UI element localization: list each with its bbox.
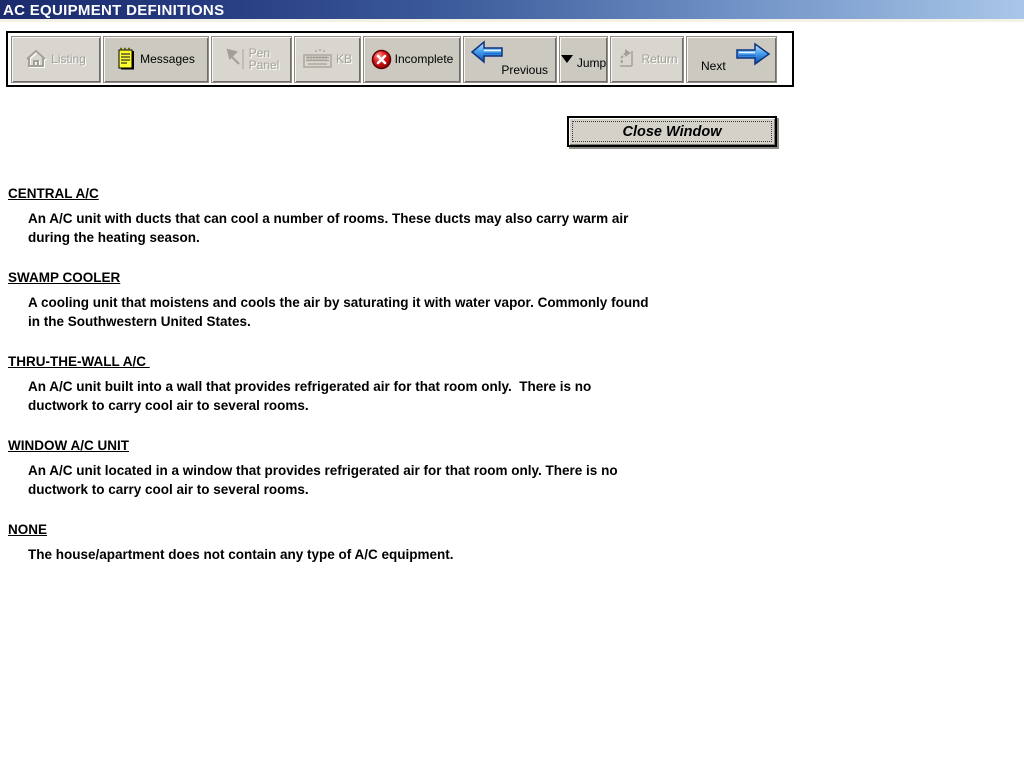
pen-arrow-icon xyxy=(224,46,246,72)
definitions-list xyxy=(8,186,828,587)
arrow-left-icon xyxy=(470,40,504,64)
jump-button-label: Jump xyxy=(576,56,607,70)
definition-line: An A/C unit with ducts that can cool a number of rooms. These ducts may also carry warm air xyxy=(28,211,629,226)
page-title: AC EQUIPMENT DEFINITIONS xyxy=(3,2,225,19)
definition-line: An A/C unit built into a wall that provides refrigerated air for that room only. There is no xyxy=(28,379,592,394)
notepad-icon xyxy=(117,47,137,71)
definition-central-ac xyxy=(8,186,828,247)
definition-body xyxy=(28,293,828,331)
definition-body xyxy=(28,377,828,415)
incomplete-button[interactable] xyxy=(363,36,461,83)
definition-swamp-cooler xyxy=(8,270,828,331)
definition-body xyxy=(28,461,828,499)
definition-window-ac-unit xyxy=(8,438,828,499)
definition-line: A cooling unit that moistens and cools the air by saturating it with water vapor. Commonly found xyxy=(28,295,649,310)
definition-line: An A/C unit located in a window that provides refrigerated air for that room only. There is no xyxy=(28,463,618,478)
definition-thru-the-wall-ac xyxy=(8,354,828,415)
messages-button-label: Messages xyxy=(140,52,195,66)
definition-line: ductwork to carry cool air to several rooms. xyxy=(28,482,309,497)
listing-button-label: Listing xyxy=(51,52,86,66)
definition-line: in the Southwestern United States. xyxy=(28,314,251,329)
definition-term: SWAMP COOLER xyxy=(8,270,121,285)
title-bar xyxy=(0,0,1024,22)
definition-line: The house/apartment does not contain any type of A/C equipment. xyxy=(28,547,454,562)
return-button-label: Return xyxy=(641,52,678,66)
jump-button[interactable] xyxy=(559,36,608,83)
incomplete-icon xyxy=(371,49,392,70)
return-arrow-icon xyxy=(616,47,638,71)
previous-button-label: Previous xyxy=(501,62,548,77)
return-button xyxy=(610,36,684,83)
messages-button[interactable] xyxy=(103,36,209,83)
keyboard-icon xyxy=(303,48,333,70)
definition-none xyxy=(8,522,828,564)
house-icon xyxy=(26,50,48,69)
close-window-focus-rect xyxy=(572,121,772,142)
toolbar xyxy=(6,31,794,87)
definition-term: CENTRAL A/C xyxy=(8,186,99,201)
definition-term: THRU-THE-WALL A/C xyxy=(8,354,150,369)
definition-term: WINDOW A/C UNIT xyxy=(8,438,129,453)
kb-button xyxy=(294,36,361,83)
kb-button-label: KB xyxy=(335,52,352,66)
next-button[interactable] xyxy=(686,36,777,83)
close-window-button-label: Close Window xyxy=(622,123,722,140)
definition-body xyxy=(28,209,828,247)
next-button-label: Next xyxy=(701,58,726,73)
definition-body xyxy=(28,545,828,564)
incomplete-button-label: Incomplete xyxy=(394,52,454,66)
listing-button xyxy=(11,36,101,83)
pen-panel-button xyxy=(211,36,292,83)
definition-line: during the heating season. xyxy=(28,230,200,245)
definition-term: NONE xyxy=(8,522,48,537)
arrow-right-icon xyxy=(735,41,771,67)
pen-panel-button-label: Pen Panel xyxy=(248,46,280,72)
close-window-button[interactable] xyxy=(567,116,777,147)
triangle-down-icon xyxy=(561,55,574,64)
definition-line: ductwork to carry cool air to several rooms. xyxy=(28,398,309,413)
previous-button[interactable] xyxy=(463,36,557,83)
